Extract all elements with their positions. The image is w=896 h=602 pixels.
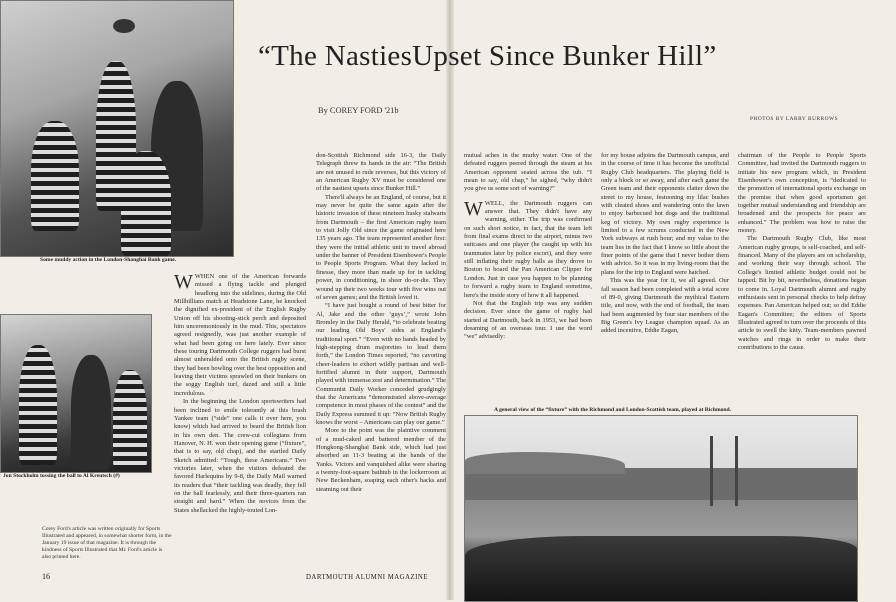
column-1 xyxy=(174,273,306,515)
paragraph: mutual aches in the murky water. One of the defeated ruggers peered through the steam at his American opponent seated across the tub. “I mean to say, old chap,” he sighed, “why didn't you give us some sort of warning?” xyxy=(464,152,592,193)
drop-cap: W xyxy=(174,271,193,293)
photo-credit: PHOTOS BY LARRY BURROWS xyxy=(750,116,839,122)
paragraph: chairman of the People to People Sports Committee, had invited the Dartmouth ruggers to initiate his new program which, in President Eisenhower's own conception, is “dedicated to the promotion of international sports exchange on the premise that when good sportsmen get together mutual understanding and friendship are broadened and the prospects for peace are enhanced.” The problem was how to raise the money. xyxy=(738,152,866,235)
byline: By COREY FORD '21b xyxy=(318,106,399,115)
photo-ball-toss xyxy=(0,314,152,473)
page-gutter xyxy=(446,0,454,600)
goal-post xyxy=(710,436,713,506)
paragraph: “I have just bought a round of best bitter for Al, Jake and the other ‘guys’,” wrote John Bromley in the Daily Herald, “to celebrate beating our leading Old Boys' sides at England's traditional sport.” “Even with no bands headed by high-stepping drum majorettes to lead them forth,” the London Times reported, “no cavorting cheer-leaders to exhort wildly partisan and well-fortified alumni in their support, Dartmouth played with immense zest and determination.” The Communist Daily Worker conceded grudgingly that the Americans “demonstrated above-average competence in most phases of the contest” and the Daily Express summed it up: “Now British Rugby knows the worst – Americans can play our game.” xyxy=(316,302,446,426)
paragraph: for my house adjoins the Dartmouth campus, and in the course of time it has become the unofficial Rugby Club headquarters. The playing field is only a block or so away, and after each game the Green team and their opponents clatter down the street to my house, festooning my lilac bushes with cleated shoes and wandering onto the lawn to enjoy barbecued hot dogs and the traditional keg of victory. My own rugby experience is limited to a few scrums conducted in the New York subways at rush hour; and my value to the team lies in the fact that I know so little about the finer points of the game that I never bother them with advice. So it was in my living-room that the plans for the trip to England were hatched. xyxy=(601,152,729,276)
player-figure xyxy=(31,121,79,231)
column-3 xyxy=(464,152,592,342)
tree-line xyxy=(465,452,625,474)
rugby-ball xyxy=(113,19,135,33)
photo-muddy-action xyxy=(0,0,234,257)
paragraph: More to the point was the plaintive comment of a mud-caked and battered member of the Hongkong-Shanghai Bank side, which had just absorbed an 11-3 beating at the hands of the Yanks. Victors and vanquished alike were sharing a twenty-foot-square bathtub in the lockerroom at New Beckenham, soaping each other's backs and steaming out their xyxy=(316,427,446,493)
photo-field-view xyxy=(464,415,858,602)
paragraph: don-Scottish Richmond side 16-3, the Daily Telegraph threw its hands in the air: “The British are not unused to rude reverses, but this victory of an American Rugby XV must be considered one of the nastiest upsets since Bunker Hill.” xyxy=(316,152,446,193)
paragraph-text: WELL, the Dartmouth ruggers can answer that. They didn't have any warning, either. The trip was confirmed on such short notice, in fact, that the team left from final exams direct to the airport, minus two suitcases and one player (he caught up with his teammates later by police escort), and they were still inflating their rugby balls as they drove to Boston to board the Pan American Clipper for London. Just in case you happen to be planning to forward a rugby team to England sometime, here's the inside story of how it all happened. xyxy=(464,199,592,299)
magazine-name: DARTMOUTH ALUMNI MAGAZINE xyxy=(306,574,428,581)
goal-post xyxy=(735,436,738,506)
column-2 xyxy=(316,152,446,494)
player-figure xyxy=(113,370,147,470)
paragraph: The Dartmouth Rugby Club, like most American rugby groups, is self-coached, and self-financed. Many of the players are on scholarship, and working their way through school. The College's limited athletic budget could not be tapped. Bit by bit, nevertheless, donations began to come in. Loyal Dartmouth alumni and rugby enthusiasts sent in personal checks to help defray expenses. Pan American helped out; so did Eddie Eagan's Committee; the editors of Sports Illustrated agreed to turn over the proceeds of this article to swell the kitty. Team-members pawned watches and rings in order to make their contributions to the cause. xyxy=(738,235,866,351)
page-number: 16 xyxy=(42,572,50,581)
author-note: Corey Ford's article was written originally for Sports Illustrated and appeared, in somewhat shorter form, in the January 19 issue of that magazine. It is through the kindness of Sports Illustrated that Mr. Ford's article is also printed here. xyxy=(42,526,172,561)
caption-photo1: Some muddy action in the London-Shanghai Bank game. xyxy=(40,257,177,263)
paragraph: Not that the English trip was any sudden decision. Ever since the game of rugby had started at Dartmouth, back in 1953, we had been dreaming of an overseas tour. I use the word “we” advisedly: xyxy=(464,299,592,341)
caption-photo3: A general view of the “fixture” with the Richmond and London-Scottish team, played at Richmond. xyxy=(494,407,732,413)
article-title: “The NastiesUpset Since Bunker Hill” xyxy=(258,40,717,72)
column-5 xyxy=(738,152,866,352)
player-figure xyxy=(71,355,111,470)
paragraph: In the beginning the London sportswriters had been inclined to smile tolerantly at this brash Yankee team (“side” one calls it over here, you know) which had arrived to beard the British lion in his own den. The crew-cut collegians from Hanover, N. H. won their opening game (“fixture”, that is to say, old chap), and the startled Daily Sketch admitted: “Tough, these Americans.” Two victories later, when the visitors defeated the favored Harlequins by 9-8, the Daily Mail warned its readers that “their tackling was deadly, they fell on the ball fearlessly, and their three-quarters ran straight and hard.” When the novices from the States shellacked the highly-touted Lon- xyxy=(174,398,306,514)
player-figure xyxy=(121,151,171,256)
drop-cap: W xyxy=(464,197,483,220)
paragraph: There'll always be an England, of course, but it may never be quite the same again after the historic invasion of these nineteen husky stalwarts from Dartmouth – the first American rugby team to visit Jolly Old since the game originated here 135 years ago. The team represented another first: they were the initial athletic unit to travel abroad under the banner of President Eisenhower's People to People Sports Program. What they lacked in finesse, they more than made up for in tackling power, in conditioning, in sheer do-or-die. They wound up their two weeks tour with five wins out of seven games; and the British loved it. xyxy=(316,193,446,301)
caption-photo2: Jon Stockholm tossing the ball to Al Kreutsch (#) xyxy=(3,473,120,479)
crowd xyxy=(465,536,857,601)
paragraph-text: WHEN one of the American forwards missed a flying tackle and plunged headlong into the sidelines, during the Old Millhillians match at Headstone Lane, he knocked the dignified ex-president of the English Rugby Union off his shooting-stick perch and deposited him unceremoniously in the mud. This, spectators agreed resignedly, was just another example of what had been going on here lately. Ever since these touring Dartmouth College ruggers had burst almost unheralded onto the British rugby scene, they had been bowling over the best opposition and leaving their victims sprawled on their bunkers on the soggy English turf, dazed and still a little incredulous. xyxy=(174,273,306,397)
column-4 xyxy=(601,152,729,336)
paragraph xyxy=(464,197,592,300)
player-figure xyxy=(19,345,57,465)
paragraph: This was the year for it, we all agreed. Our fall season had been completed with a total score of 89-0, giving Dartmouth the mythical Eastern title, and now, with the end of football, the team had been augmented by four star members of the Big Green's Ivy League champion squad. As an added incentive, Eddie Eagan, xyxy=(601,277,729,335)
paragraph xyxy=(174,273,306,398)
